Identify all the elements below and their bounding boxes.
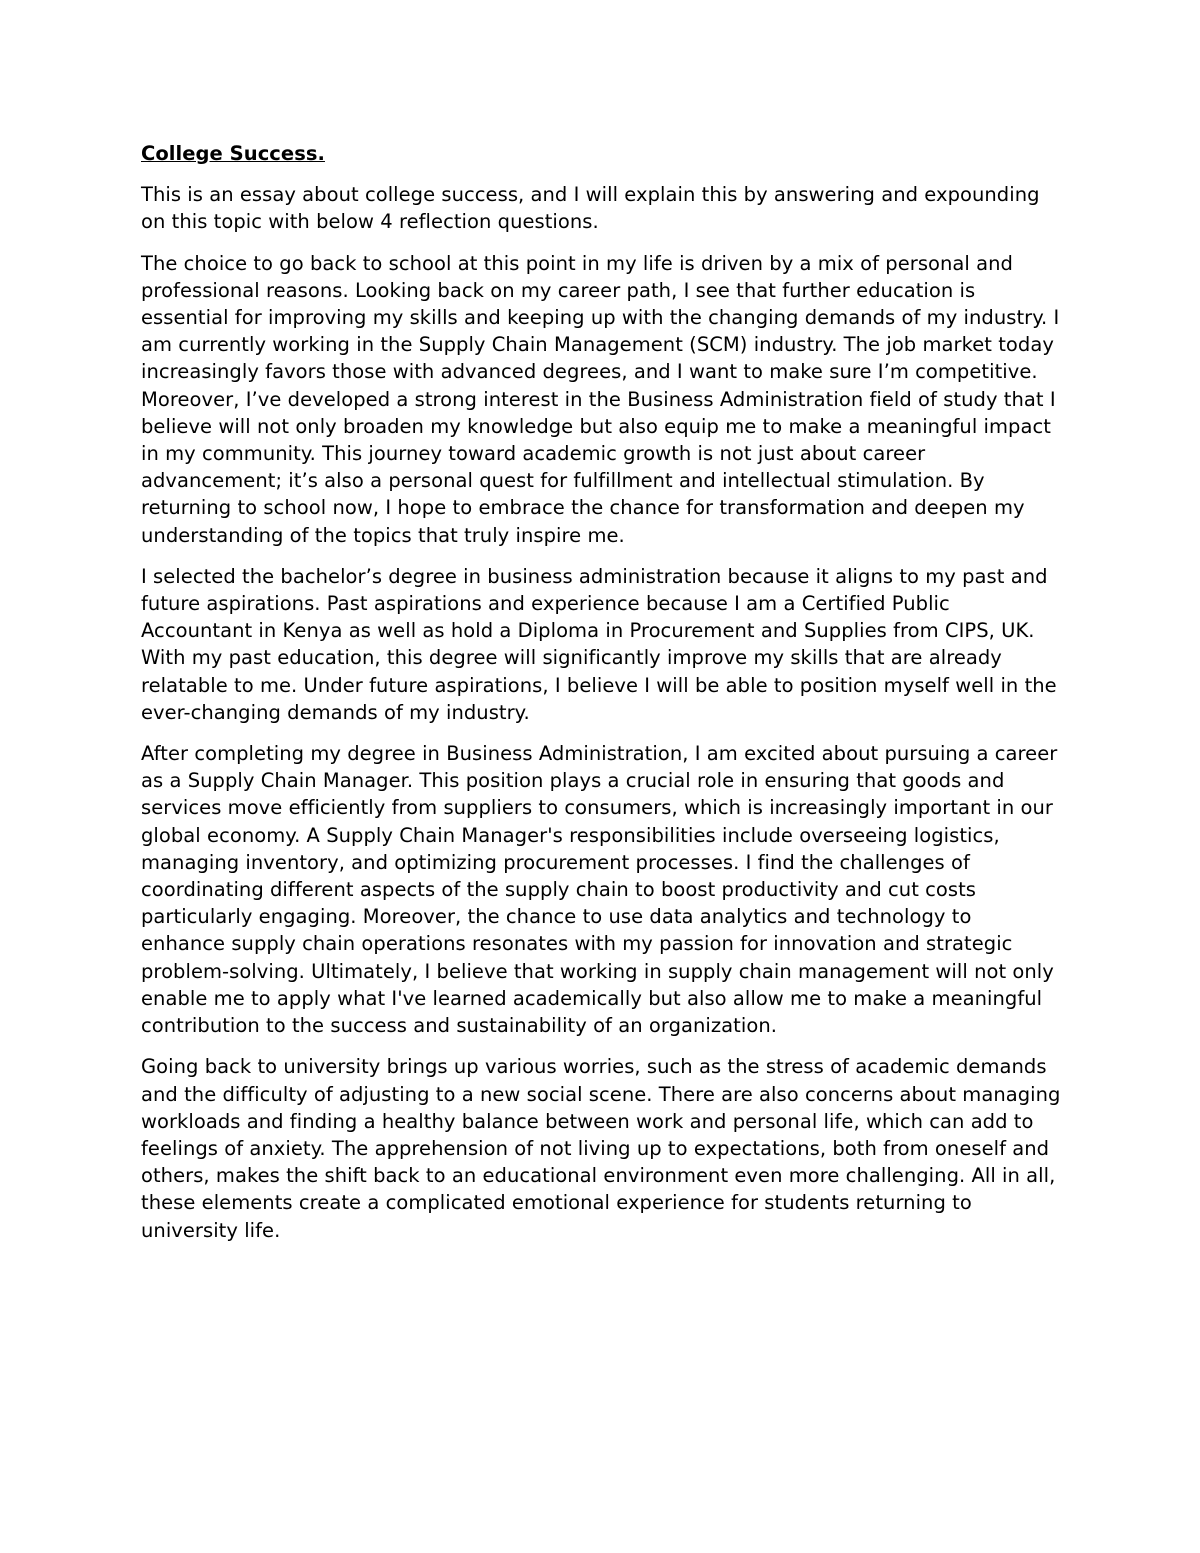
paragraph-reasons: The choice to go back to school at this point in my life is driven by a mix of personal and professional reasons. Looking back on my career path, I see that further education is essential for improving my skills and keeping up with the changing demands of my industry. I am currently working in the Supply Chain Management (SCM) industry. The job market today increasingly favors those with advanced degrees, and I want to make sure I’m competitive. Moreover, I’ve developed a strong interest in the Business Administration field of study that I believe will not only broaden my knowledge but also equip me to make a meaningful impact in my community. This journey toward academic growth is not just about career advancement; it’s also a personal quest for fulfillment and intellectual stimulation. By returning to school now, I hope to embrace the chance for transformation and deepen my understanding of the topics that truly inspire me. [141,251,1060,547]
paragraph-intro: This is an essay about college success, and I will explain this by answering and expounding on this topic with below 4 reflection questions. [141,183,1040,234]
paragraph-degree-choice: I selected the bachelor’s degree in business administration because it aligns to my past and future aspirations. Past aspirations and experience because I am a Certified Public Accountant in Kenya as well as hold a Diploma in Procurement and Supplies from CIPS, UK. With my past education, this degree will significantly improve my skills that are already relatable to me. Under future aspirations, I believe I will be able to position myself well in the ever-changing demands of my industry. [141,564,1057,724]
document-title: College Success. [141,142,325,165]
document-body [141,140,1061,1258]
paragraph-career-goal: After completing my degree in Business Administration, I am excited about pursuing a career as a Supply Chain Manager. This position plays a crucial role in ensuring that goods and services move efficiently from suppliers to consumers, which is increasingly important in our global economy. A Supply Chain Manager's responsibilities include overseeing logistics, managing inventory, and optimizing procurement processes. I find the challenges of coordinating different aspects of the supply chain to boost productivity and cut costs particularly engaging. Moreover, the chance to use data analytics and technology to enhance supply chain operations resonates with my passion for innovation and strategic problem-solving. Ultimately, I believe that working in supply chain management will not only enable me to apply what I've learned academically but also allow me to make a meaningful contribution to the success and sustainability of an organization. [141,742,1058,1038]
paragraph-worries: Going back to university brings up various worries, such as the stress of academic demands and the difficulty of adjusting to a new social scene. There are also concerns about managing workloads and finding a healthy balance between work and personal life, which can add to feelings of anxiety. The apprehension of not living up to expectations, both from oneself and others, makes the shift back to an educational environment even more challenging. All in all, these elements create a complicated emotional experience for students returning to university life. [141,1055,1061,1242]
